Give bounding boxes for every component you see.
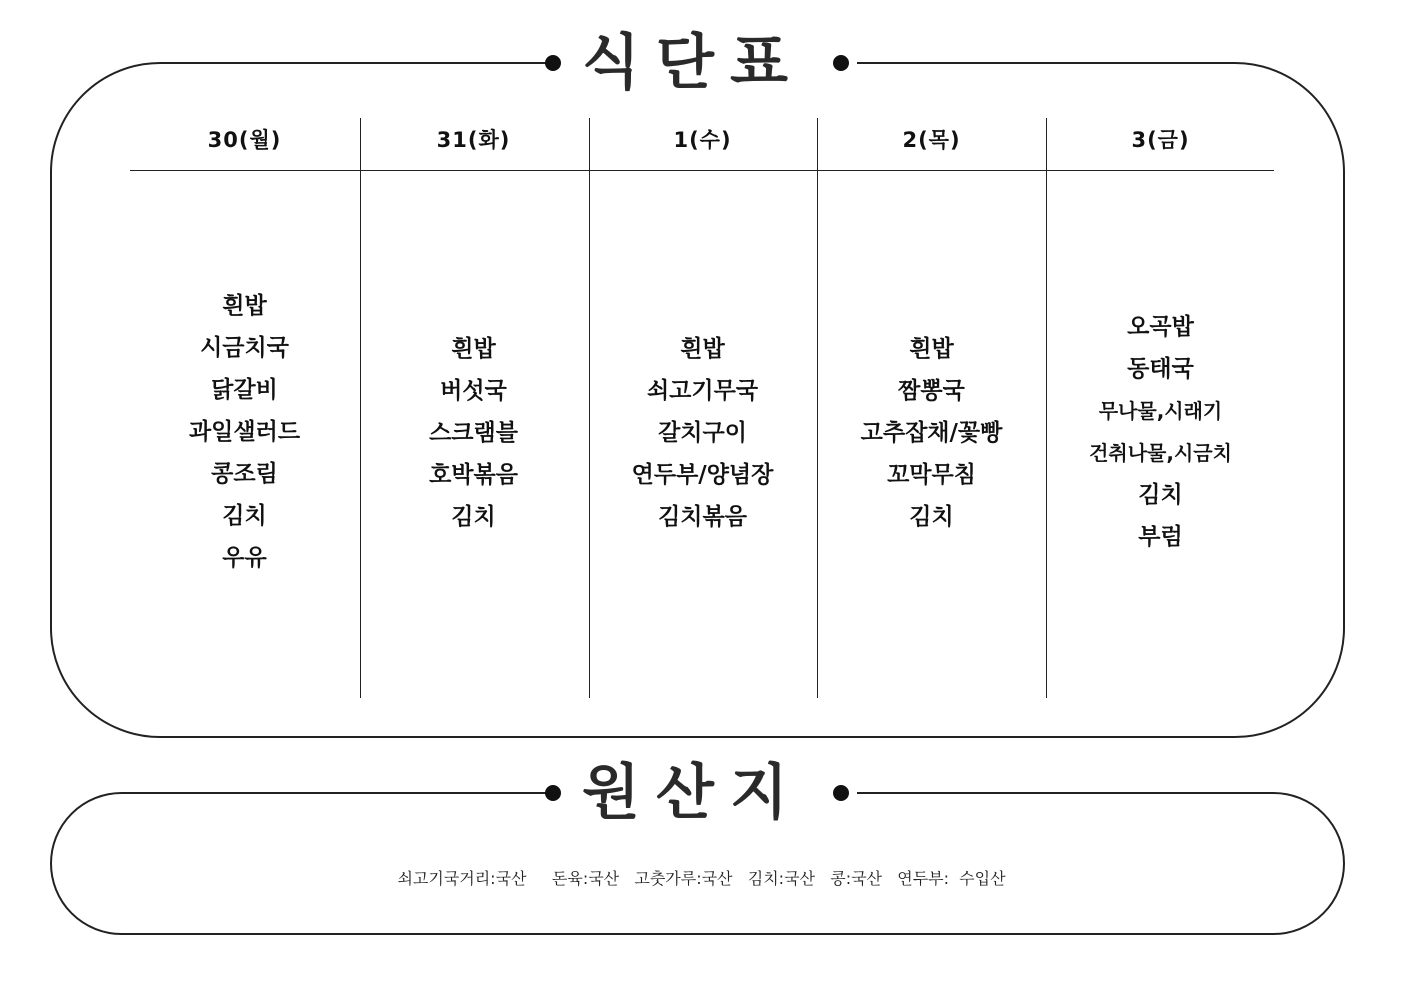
list-item: 김치 xyxy=(1138,482,1183,508)
meal-list-mon xyxy=(130,285,359,579)
day-label-thu: 2(목) xyxy=(902,128,961,152)
origin-title: 원산지 xyxy=(582,758,804,828)
origin-info: 쇠고기국거리:국산 돈육:국산 고춧가루:국산 김치:국산 콩:국산 연두부: 수입산 xyxy=(397,869,1006,888)
list-item: 과일샐러드 xyxy=(188,419,301,445)
list-item: 김치 xyxy=(909,504,954,530)
meal-list-tue xyxy=(359,328,588,538)
day-label-tue: 31(화) xyxy=(436,128,511,152)
list-item: 갈치구이 xyxy=(658,420,747,446)
list-item: 호박볶음 xyxy=(429,462,518,488)
menu-title: 식단표 xyxy=(582,28,804,98)
list-item: 오곡밥 xyxy=(1127,314,1194,340)
meal-list-fri xyxy=(1046,306,1275,558)
list-item: 꼬막무침 xyxy=(887,462,976,488)
list-item: 콩조림 xyxy=(211,461,278,487)
title-right-dot xyxy=(833,785,849,801)
list-item: 닭갈비 xyxy=(211,377,278,403)
list-item: 흰밥 xyxy=(680,336,725,362)
day-label-wed: 1(수) xyxy=(673,128,732,152)
list-item: 동태국 xyxy=(1127,356,1194,382)
list-item: 시금치국 xyxy=(200,335,289,361)
list-item: 건취나물,시금치 xyxy=(1089,441,1232,465)
title-left-dot xyxy=(545,55,561,71)
list-item: 버섯국 xyxy=(440,378,507,404)
list-item: 짬뽕국 xyxy=(898,378,965,404)
list-item: 고추잡채/꽃빵 xyxy=(860,420,1003,446)
meal-list-thu xyxy=(817,328,1046,538)
title-left-dot xyxy=(545,785,561,801)
list-item: 연두부/양념장 xyxy=(631,462,774,488)
day-label-mon: 30(월) xyxy=(207,128,282,152)
list-item: 무나물,시래기 xyxy=(1098,399,1223,423)
list-item: 우유 xyxy=(222,545,267,571)
list-item: 흰밥 xyxy=(222,293,267,319)
list-item: 흰밥 xyxy=(909,336,954,362)
list-item: 흰밥 xyxy=(451,336,496,362)
list-item: 김치볶음 xyxy=(658,504,747,530)
days-header xyxy=(130,118,1274,171)
list-item: 쇠고기무국 xyxy=(646,378,759,404)
meal-list-wed xyxy=(588,328,817,538)
list-item: 스크램블 xyxy=(429,420,518,446)
day-label-fri: 3(금) xyxy=(1131,128,1190,152)
title-right-dot xyxy=(833,55,849,71)
list-item: 부럼 xyxy=(1138,524,1183,550)
list-item: 김치 xyxy=(451,504,496,530)
list-item: 김치 xyxy=(222,503,267,529)
